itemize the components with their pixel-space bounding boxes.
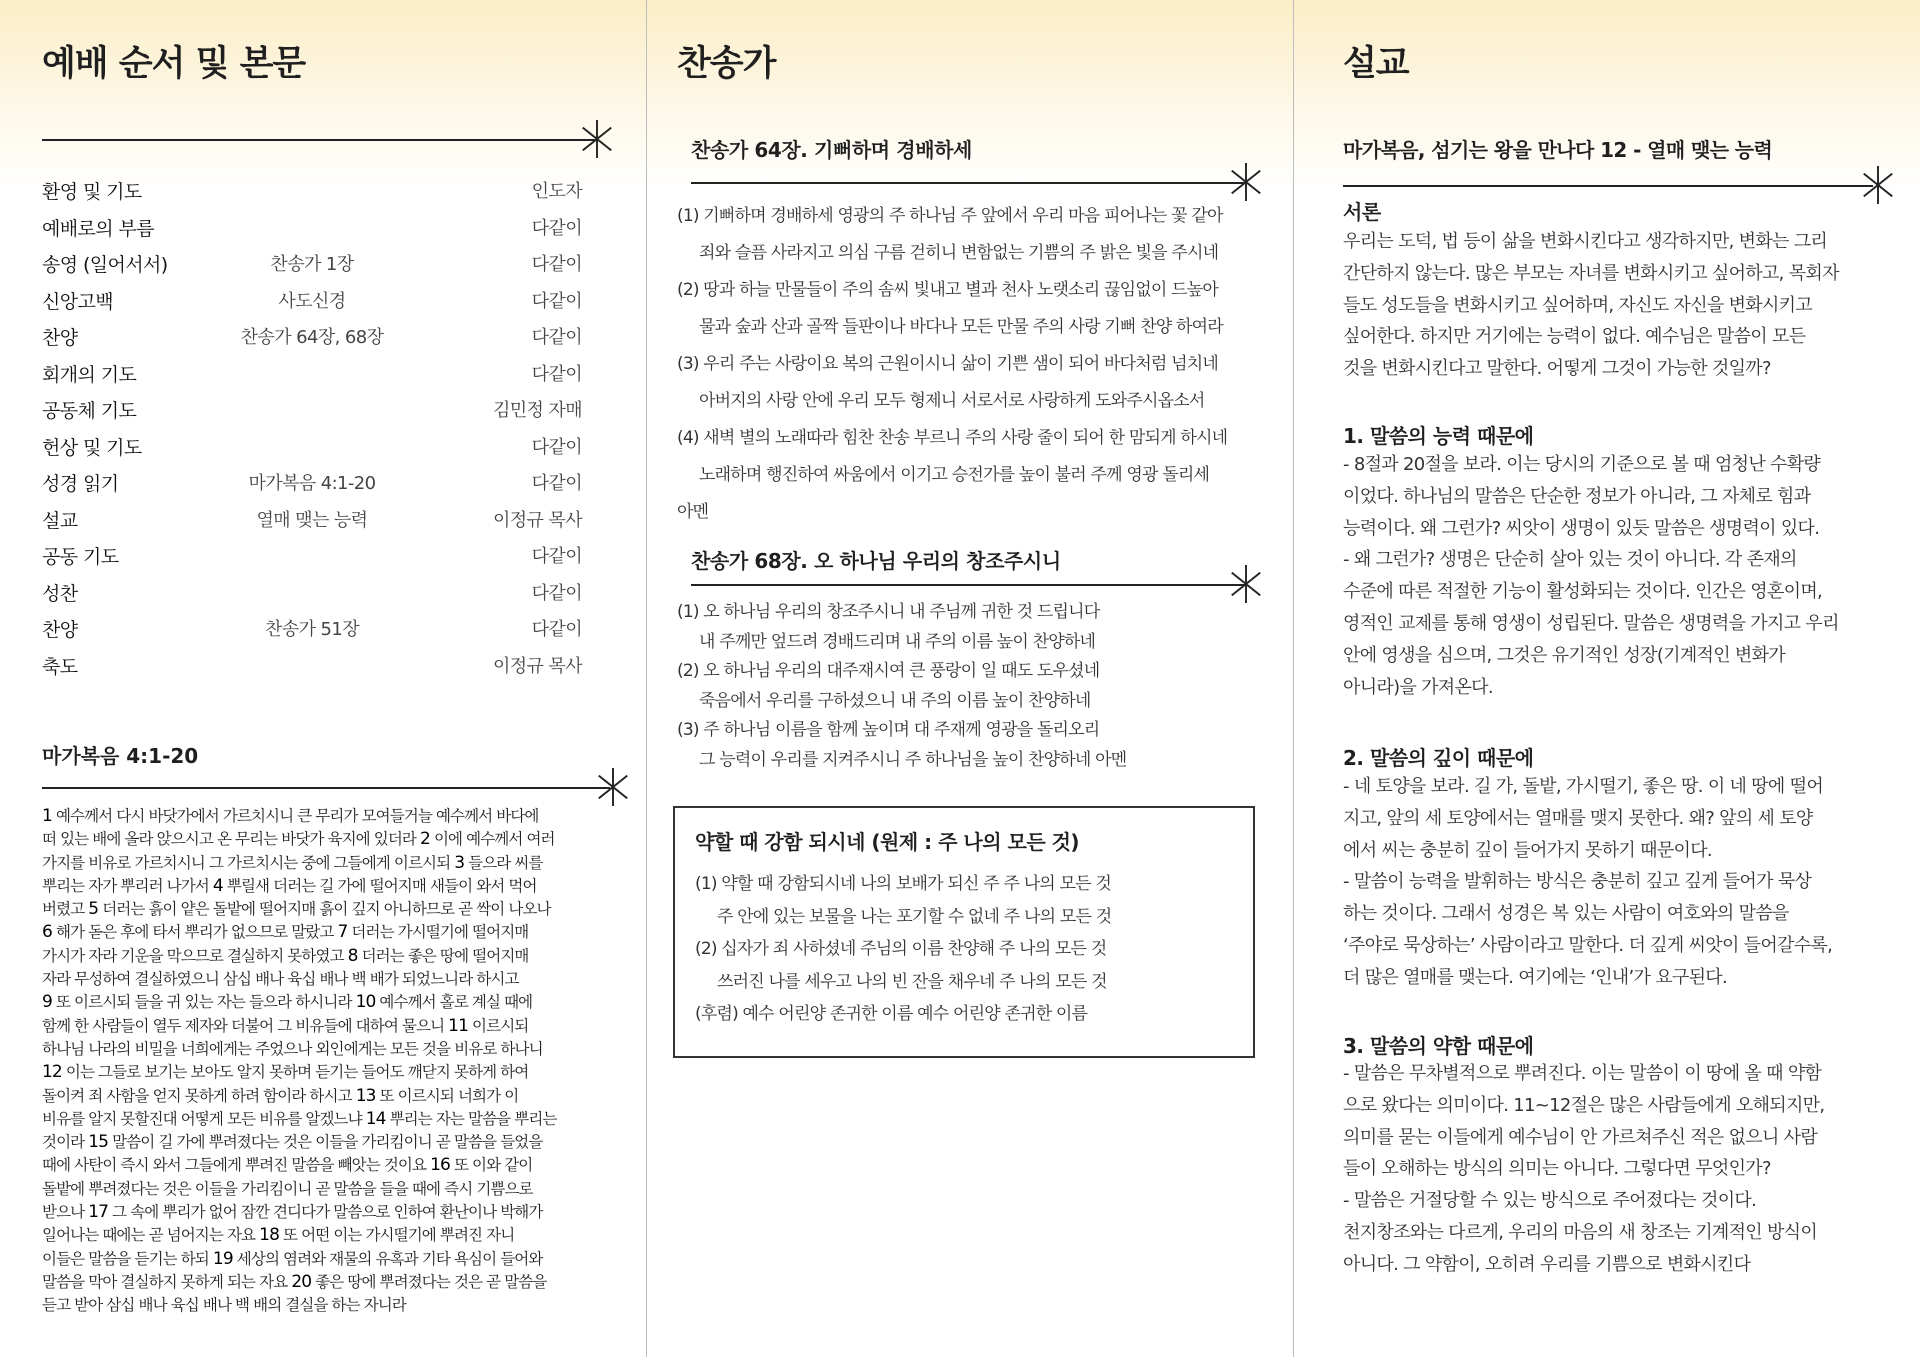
sparkle-icon (1227, 163, 1265, 201)
point2-text (1343, 771, 1891, 994)
verse-number: 13 (355, 1085, 376, 1106)
order-row (42, 250, 582, 287)
sermon-line: 간단하지 않는다. 많은 부모는 자녀를 변화시키고 싶어하고, 목회자 (1343, 262, 1839, 284)
hymn64-lyrics (677, 198, 1227, 531)
order-item-leader: 다같이 (531, 254, 582, 275)
verse-text: 이는 그들로 보기는 보아도 알지 못하며 듣기는 들어도 깨닫지 못하게 하여 (61, 1063, 529, 1082)
order-item-leader: 인도자 (531, 181, 582, 202)
lyric-line: (4) 새벽 별의 노래따라 힘찬 찬송 부르니 주의 사랑 줄이 되어 한 맘되게 하시네 (677, 428, 1228, 448)
hymn68-title: 찬송가 68장. 오 하나님 우리의 창조주시니 (691, 549, 1061, 573)
lyric-line: (후렴) 예수 어린양 존귀한 이름 예수 어린양 존귀한 이름 (695, 1004, 1088, 1024)
verse-text: 또 이르시되 너희가 이 (375, 1086, 519, 1105)
sermon-title: 마가복음, 섬기는 왕을 만나다 12 - 열매 맺는 능력 (1343, 138, 1773, 162)
verse-text: 것이라 (42, 1133, 89, 1152)
lyric-line: (2) 오 하나님 우리의 대주재시여 큰 풍랑이 일 때도 도우셨네 (677, 661, 1100, 681)
sermon-line: - 말씀은 거절당할 수 있는 방식으로 주어졌다는 것이다. (1343, 1190, 1757, 1212)
lyric-line: (1) 약할 때 강함되시네 나의 보배가 되신 주 주 나의 모든 것 (695, 874, 1112, 894)
verse-number: 5 (88, 899, 99, 920)
order-row (42, 469, 582, 506)
verse-number: 2 (420, 829, 430, 850)
order-item-leader: 이정규 목사 (492, 655, 582, 677)
verse-number: 3 (454, 852, 465, 873)
verse-text: 더러는 흙이 얕은 돌밭에 떨어지매 흙이 깊지 아니하므로 곧 싹이 나오나 (98, 900, 551, 919)
order-item-detail: 열매 맺는 능력 (256, 509, 368, 531)
sermon-line: 이었다. 하나님의 말씀은 단순한 정보가 아니라, 그 자체로 힘과 (1343, 485, 1811, 507)
verse-number: 11 (448, 1015, 469, 1036)
order-row (42, 323, 582, 360)
verse-text: 뿌릴새 더러는 길 가에 떨어지매 새들이 와서 먹어 (222, 876, 537, 895)
hymn68-lyrics (677, 598, 1126, 775)
sermon-line: 영적인 교제를 통해 영생이 성립된다. 말씀은 생명력을 가지고 우리 (1343, 612, 1839, 634)
hymn-column (646, 0, 1293, 1357)
verse-text: 떠 있는 배에 올라 앉으시고 온 무리는 바닷가 육지에 있더라 (42, 830, 421, 849)
sermon-column (1293, 0, 1920, 1357)
sermon-line: 아니라)을 가져온다. (1343, 676, 1493, 698)
scripture-line (42, 991, 629, 1014)
verse-number: 20 (291, 1271, 312, 1292)
sermon-line: - 말씀은 무차별적으로 뿌려진다. 이는 말씀이 이 땅에 올 때 약함 (1343, 1063, 1822, 1084)
verse-text: 그 속에 뿌리가 없어 잠깐 견디다가 말씀으로 인하여 환난이나 박해가 (108, 1203, 543, 1222)
sermon-line: 수준에 따른 적절한 기능이 활성화되는 것이다. 인간은 영혼이며, (1343, 581, 1823, 603)
lyric-line: 죽음에서 우리를 구하셨으니 내 주의 이름 높이 찬양하네 (699, 690, 1091, 711)
order-row (42, 506, 582, 543)
verse-number: 15 (88, 1132, 109, 1153)
order-item-name: 예배로의 부름 (42, 217, 154, 240)
sermon-line: 들이 오해하는 방식의 의미는 아니다. 그렇다면 무엇인가? (1343, 1158, 1771, 1180)
lyric-line: 물과 숲과 산과 골짝 들판이나 바다나 모든 만물 주의 사랑 기뻐 찬양 하여라 (699, 317, 1223, 337)
order-table (42, 177, 582, 688)
lyric-line: 주 안에 있는 보물을 나는 포기할 수 없네 주 나의 모든 것 (717, 906, 1112, 927)
order-row (42, 214, 582, 251)
order-item-name: 신앙고백 (42, 290, 114, 313)
verse-number: 19 (212, 1248, 233, 1269)
order-item-name: 설교 (42, 509, 78, 532)
order-item-detail: 사도신경 (278, 290, 346, 312)
sermon-line: - 8절과 20절을 보라. 이는 당시의 기준으로 볼 때 엄청난 수확량 (1343, 454, 1821, 475)
scripture-line (42, 1294, 629, 1317)
verse-text: 해가 돋은 후에 타서 뿌리가 없으므로 말랐고 (51, 923, 338, 942)
verse-text: 자라 무성하여 결실하였으니 삼십 배나 육십 배나 백 배가 되었느니라 하시고 (42, 970, 519, 989)
hymn68-divider (691, 567, 1256, 601)
order-item-name: 공동 기도 (42, 546, 119, 568)
order-row (42, 287, 582, 324)
verse-text: 좋은 땅에 뿌려졌다는 것은 곧 말씀을 (311, 1272, 547, 1291)
hymn64-divider (691, 165, 1256, 199)
sparkle-icon (1859, 166, 1897, 204)
sermon-line: 싶어한다. 하지만 거기에는 능력이 없다. 예수님은 말씀이 모든 (1343, 326, 1806, 348)
featured-song-title: 약할 때 강함 되시네 (원제 : 주 나의 모든 것) (695, 830, 1080, 854)
scripture-line (42, 1108, 629, 1131)
scripture-line (42, 968, 629, 991)
scripture-line (42, 1015, 629, 1038)
verse-text: 받으나 (42, 1203, 89, 1222)
order-item-leader: 다같이 (531, 436, 582, 458)
order-row (42, 542, 582, 579)
scripture-line (42, 1178, 629, 1201)
sermon-line: 하는 것이다. 그래서 성경은 복 있는 사람이 여호와의 말씀을 (1343, 903, 1789, 925)
scripture-line (42, 805, 629, 828)
sermon-line: ‘주야로 묵상하는’ 사람이라고 말한다. 더 깊게 씨앗이 들어갈수록, (1343, 934, 1833, 956)
hymn64-title: 찬송가 64장. 기뻐하며 경배하세 (691, 138, 972, 162)
point1-text (1343, 449, 1891, 703)
verse-text: 이에 예수께서 여러 (429, 830, 555, 849)
order-item-detail: 찬송가 64장, 68장 (240, 327, 384, 348)
featured-song-lyrics (695, 868, 1111, 1031)
scripture-text (42, 805, 629, 1318)
verse-text: 더러는 좋은 땅에 떨어지매 (357, 946, 529, 965)
verse-text: 또 어떤 이는 가시떨기에 뿌려진 자니 (279, 1226, 515, 1245)
lyric-line: 내 주께만 엎드려 경배드리며 내 주의 이름 높이 찬양하네 (699, 631, 1096, 652)
order-row (42, 433, 582, 470)
point2-heading: 2. 말씀의 깊이 때문에 (1343, 746, 1534, 770)
lyric-line: 아멘 (677, 502, 709, 522)
order-item-detail: 찬송가 51장 (265, 619, 359, 640)
verse-number: 14 (365, 1108, 386, 1129)
scripture-line (42, 1085, 629, 1108)
verse-number: 4 (212, 875, 223, 896)
verse-text: 가시가 자라 기운을 막으므로 결실하지 못하였고 (42, 946, 348, 965)
scripture-line (42, 1154, 629, 1177)
scripture-line (42, 828, 629, 851)
scripture-divider (42, 770, 612, 804)
order-item-name: 회개의 기도 (42, 363, 137, 386)
order-divider (42, 122, 607, 156)
sermon-line: 아니다. 그 약함이, 오히려 우리를 기쁨으로 변화시킨다 (1343, 1253, 1751, 1275)
intro-text (1343, 226, 1891, 385)
verse-text: 돌이켜 죄 사함을 얻지 못하게 하려 함이라 하시고 (42, 1086, 356, 1105)
hymn-column-title: 찬송가 (677, 44, 776, 84)
order-row (42, 396, 582, 433)
sparkle-icon (578, 120, 616, 158)
sermon-line: 지고, 앞의 세 토양에서는 열매를 맺지 못한다. 왜? 앞의 세 토양 (1343, 807, 1813, 829)
order-title: 예배 순서 및 본문 (42, 44, 306, 84)
verse-text: 버렸고 (42, 900, 89, 919)
order-item-name: 찬양 (42, 327, 78, 349)
sermon-line: - 말씀이 능력을 발휘하는 방식은 충분히 깊고 깊게 들어가 묵상 (1343, 871, 1812, 893)
lyric-line: (1) 오 하나님 우리의 창조주시니 내 주님께 귀한 것 드립니다 (677, 602, 1100, 622)
verse-number: 10 (355, 992, 376, 1013)
order-item-leader: 다같이 (531, 327, 582, 348)
verse-text: 하나님 나라의 비밀을 너희에게는 주었으나 외인에게는 모든 것을 비유로 하나니 (42, 1039, 543, 1058)
sermon-heading: 설교 (1343, 44, 1409, 84)
verse-number: 6 (42, 922, 52, 943)
sermon-line: 안에 영생을 심으며, 그것은 유기적인 성장(기계적인 변화가 (1343, 644, 1785, 666)
sermon-line: - 왜 그런가? 생명은 단순히 살아 있는 것이 아니다. 각 존재의 (1343, 549, 1797, 571)
order-item-detail: 찬송가 1장 (270, 254, 354, 275)
verse-number: 9 (42, 992, 52, 1013)
point3-text (1343, 1058, 1891, 1281)
order-item-detail: 마가복음 4:1-20 (248, 473, 376, 494)
sermon-line: 의미를 묻는 이들에게 예수님이 안 가르쳐주신 적은 없으니 사람 (1343, 1126, 1818, 1148)
verse-text: 뿌리는 자가 뿌리러 나가서 (42, 876, 213, 895)
sparkle-icon (594, 768, 632, 806)
sermon-line: 으로 왔다는 의미이다. 11~12절은 많은 사람들에게 오해되지만, (1343, 1094, 1825, 1116)
verse-text: 예수께서 다시 바닷가에서 가르치시니 큰 무리가 모여들거늘 예수께서 바다에 (51, 807, 539, 825)
order-item-name: 성경 읽기 (42, 473, 119, 495)
verse-text: 때에 사탄이 즉시 와서 그들에게 뿌려진 말씀을 빼앗는 것이요 (42, 1156, 431, 1175)
order-item-name: 성찬 (42, 582, 78, 605)
order-item-name: 송영 (일어서서) (42, 254, 168, 276)
verse-text: 함께 한 사람들이 열두 제자와 더불어 그 비유들에 대하여 물으니 (42, 1016, 449, 1035)
order-row (42, 177, 582, 214)
order-item-leader: 다같이 (531, 546, 582, 567)
verse-text: 일어나는 때에는 곧 넘어지는 자요 (42, 1226, 260, 1245)
verse-number: 18 (259, 1225, 280, 1246)
scripture-line (42, 1131, 629, 1154)
order-item-name: 찬양 (42, 619, 78, 641)
sparkle-icon (1227, 565, 1265, 603)
verse-text: 들으라 씨를 (464, 853, 543, 872)
verse-text: 세상의 염려와 재물의 유혹과 기타 욕심이 들어와 (232, 1249, 543, 1268)
lyric-line: (1) 기뻐하며 경배하세 영광의 주 하나님 주 앞에서 우리 마음 피어나는 꽃 같아 (677, 206, 1223, 226)
scripture-line (42, 1038, 629, 1061)
verse-number: 16 (430, 1155, 450, 1176)
scripture-line (42, 1248, 629, 1271)
order-item-name: 환영 및 기도 (42, 181, 142, 203)
lyric-line: (3) 주 하나님 이름을 함께 높이며 대 주재께 영광을 돌리오리 (677, 720, 1100, 740)
lyric-line: 노래하며 행진하여 싸움에서 이기고 승전가를 높이 불러 주께 영광 돌리세 (699, 465, 1210, 485)
order-item-leader: 다같이 (531, 217, 582, 239)
sermon-line: 것을 변화시킨다고 말한다. 어떻게 그것이 가능한 것일까? (1343, 358, 1771, 380)
verse-number: 7 (337, 922, 348, 943)
scripture-line (42, 852, 629, 875)
sermon-line: 우리는 도덕, 법 등이 삶을 변화시킨다고 생각하지만, 변화는 그리 (1343, 231, 1828, 252)
scripture-line (42, 921, 629, 944)
order-item-name: 공동체 기도 (42, 400, 137, 422)
verse-text: 듣고 받아 삼십 배나 육십 배나 백 배의 결실을 하는 자니라 (42, 1296, 406, 1315)
lyric-line: 쓰러진 나를 세우고 나의 빈 잔을 채우네 주 나의 모든 것 (717, 971, 1107, 992)
sermon-line: - 네 토양을 보라. 길 가, 돌밭, 가시떨기, 좋은 땅. 이 네 땅에 떨어 (1343, 776, 1824, 797)
scripture-line (42, 898, 629, 921)
lyric-line: 그 능력이 우리를 지켜주시니 주 하나님을 높이 찬양하네 아멘 (699, 749, 1127, 770)
verse-text: 예수께서 홀로 계실 때에 (375, 993, 533, 1012)
verse-text: 비유를 알지 못할진대 어떻게 모든 비유를 알겠느냐 (42, 1109, 366, 1128)
lyric-line: (2) 땅과 하늘 만물들이 주의 솜씨 빛내고 별과 천사 노랫소리 끊임없이 드높아 (677, 280, 1218, 300)
sermon-divider (1343, 168, 1883, 202)
verse-text: 뿌리는 자는 말씀을 뿌리는 (385, 1109, 557, 1128)
scripture-line (42, 1201, 629, 1224)
verse-text: 또 이와 같이 (449, 1156, 533, 1175)
order-item-leader: 다같이 (531, 582, 582, 604)
scripture-line (42, 1271, 629, 1294)
verse-text: 또 이르시되 들을 귀 있는 자는 들으라 하시니라 (51, 993, 356, 1012)
sermon-line: 천지창조와는 다르게, 우리의 마음의 새 창조는 기계적인 방식이 (1343, 1221, 1818, 1243)
scripture-line (42, 945, 629, 968)
order-item-name: 축도 (42, 655, 78, 678)
order-item-leader: 다같이 (531, 363, 582, 385)
lyric-line: 아버지의 사랑 안에 우리 모두 형제니 서로서로 사랑하게 도와주시옵소서 (699, 391, 1205, 411)
verse-text: 가지를 비유로 가르치시니 그 가르치시는 중에 그들에게 이르시되 (42, 853, 455, 872)
sermon-line: 에서 씨는 충분히 깊이 들어가지 못하기 때문이다. (1343, 839, 1712, 861)
verse-number: 1 (42, 806, 52, 826)
lyric-line: (2) 십자가 죄 사하셨네 주님의 이름 찬양해 주 나의 모든 것 (695, 939, 1107, 959)
order-item-name: 헌상 및 기도 (42, 436, 142, 459)
featured-song-box (673, 806, 1255, 1058)
lyric-line: 죄와 슬픔 사라지고 의심 구름 걷히니 변함없는 기쁨의 주 밝은 빛을 주시네 (699, 243, 1219, 263)
verse-text: 돌밭에 뿌려졌다는 것은 이들을 가리킴이니 곧 말씀을 들을 때에 즉시 기쁨으로 (42, 1179, 533, 1198)
verse-number: 12 (42, 1062, 62, 1083)
scripture-line (42, 875, 629, 898)
order-row (42, 360, 582, 397)
scripture-title: 마가복음 4:1-20 (42, 744, 199, 768)
sermon-line: 들도 성도들을 변화시키고 싶어하며, 자신도 자신을 변화시키고 (1343, 294, 1813, 316)
point1-heading: 1. 말씀의 능력 때문에 (1343, 424, 1534, 448)
verse-text: 말씀을 막아 결실하지 못하게 되는 자요 (42, 1272, 292, 1291)
verse-text: 이르시되 (468, 1016, 529, 1035)
verse-number: 8 (347, 945, 358, 966)
scripture-line (42, 1224, 629, 1247)
order-item-leader: 이정규 목사 (492, 509, 582, 531)
verse-text: 더러는 가시떨기에 떨어지매 (347, 923, 529, 942)
order-item-leader: 김민정 자매 (492, 400, 582, 421)
intro-heading: 서론 (1343, 200, 1381, 224)
verse-text: 말씀이 길 가에 뿌려졌다는 것은 이들을 가리킴이니 곧 말씀을 들었을 (108, 1133, 543, 1152)
order-row (42, 579, 582, 616)
lyric-line: (3) 우리 주는 사랑이요 복의 근원이시니 삶이 기쁜 샘이 되어 바다처럼 넘치네 (677, 354, 1218, 374)
sermon-line: 능력이다. 왜 그런가? 씨앗이 생명이 있듯 말씀은 생명력이 있다. (1343, 517, 1820, 539)
order-item-leader: 다같이 (531, 290, 582, 312)
order-row (42, 615, 582, 652)
verse-number: 17 (88, 1202, 109, 1223)
order-item-leader: 다같이 (531, 619, 582, 640)
order-row (42, 652, 582, 689)
point3-heading: 3. 말씀의 약함 때문에 (1343, 1034, 1534, 1058)
order-item-leader: 다같이 (531, 473, 582, 494)
verse-text: 이들은 말씀을 듣기는 하되 (42, 1249, 213, 1268)
sermon-line: 더 많은 열매를 맺는다. 여기에는 ‘인내’가 요구된다. (1343, 966, 1727, 988)
scripture-line (42, 1061, 629, 1084)
